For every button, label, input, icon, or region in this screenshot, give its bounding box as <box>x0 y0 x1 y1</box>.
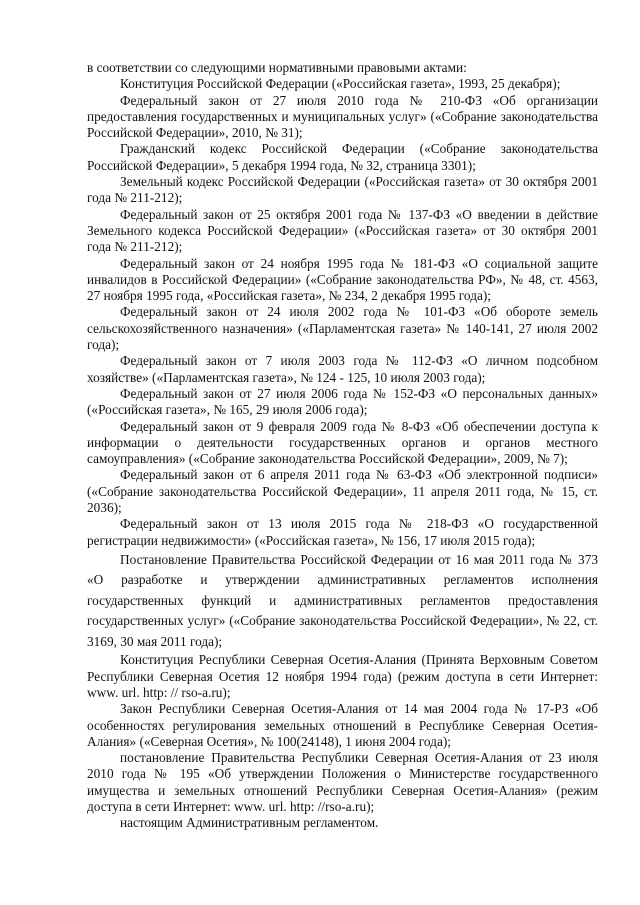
act-civil-code: Гражданский кодекс Российской Федерации («Собрание законодательства Российской Федерации», 5 декабря 1994 года, № 32, страница 3301); <box>87 141 598 173</box>
act-fz-137: Федеральный закон от 25 октября 2001 года № 137-ФЗ «О введении в действие Земельного кодекса Российской Федерации» («Российская газета» от 30 октября 2001 года № 211-212); <box>87 206 598 255</box>
act-resolution-195: постановление Правительства Республики Северная Осетия-Алания от 23 июля 2010 года № 195 «Об утверждении Положения о Министерстве государственного имущества и земельных отношений Республики Северная Осетия-Алания» (режим доступа в сети Интернет: www. url. http: //rso-a.ru); <box>87 750 598 815</box>
act-fz-101: Федеральный закон от 24 июля 2002 года № 101-ФЗ «Об обороте земель сельскохозяйственного назначения» («Парламентская газета» № 140-141, 27 июля 2002 года); <box>87 304 598 353</box>
act-constitution-rf: Конституция Российской Федерации («Российская газета», 1993, 25 декабря); <box>120 76 561 92</box>
act-fz-63: Федеральный закон от 6 апреля 2011 года № 63-ФЗ «Об электронной подписи» («Собрание законодательства Российской Федерации», 11 апреля 2011 года, № 15, ст. 2036); <box>87 467 598 516</box>
intro-line: в соответствии со следующими нормативными правовыми актами: <box>87 60 467 75</box>
act-this-regulation: настоящим Административным регламентом. <box>120 815 379 831</box>
act-resolution-373: Постановление Правительства Российской Федерации от 16 мая 2011 года № 373 «О разработке и утверждении административных регламентов исполнения государственных функций и административных регламентов предоставления государственных услуг» («Собрание законодательства Российской Федерации», № 22, ст. 3169, 30 мая 2011 года); <box>87 551 598 649</box>
act-fz-210: Федеральный закон от 27 июля 2010 года № 210-ФЗ «Об организации предоставления государственных и муниципальных услуг» («Собрание законодательства Российской Федерации», 2010, № 31); <box>87 92 598 141</box>
act-fz-181: Федеральный закон от 24 ноября 1995 года № 181-ФЗ «О социальной защите инвалидов в Российской Федерации» («Собрание законодательства РФ», № 48, ст. 4563, 27 ноября 1995 года, «Российская газета», № 234, 2 декабря 1995 года); <box>87 255 598 304</box>
document-page <box>87 60 598 832</box>
act-fz-218: Федеральный закон от 13 июля 2015 года № 218-ФЗ «О государственной регистрации недвижимости» («Российская газета», № 156, 17 июля 2015 года); <box>87 516 598 548</box>
act-fz-8: Федеральный закон от 9 февраля 2009 года № 8-ФЗ «Об обеспечении доступа к информации о деятельности государственных органов и органов местного самоуправления» («Собрание законодательства Российской Федерации», 2009, № 7); <box>87 418 598 467</box>
act-law-17-rz: Закон Республики Северная Осетия-Алания от 14 мая 2004 года № 17-РЗ «Об особенностях регулирования земельных отношений в Республике Северная Осетия-Алания» («Северная Осетия», № 100(24148), 1 июня 2004 года); <box>87 701 598 749</box>
act-constitution-rso: Конституция Республики Северная Осетия-Алания (Принята Верховным Советом Республики Северная Осетия 12 ноября 1994 года) (режим доступа в сети Интернет: www. url. http: // rso-a.ru); <box>87 652 598 700</box>
act-fz-152: Федеральный закон от 27 июля 2006 года № 152-ФЗ «О персональных данных» («Российская газета», № 165, 29 июля 2006 года); <box>87 385 598 418</box>
act-fz-112: Федеральный закон от 7 июля 2003 года № 112-ФЗ «О личном подсобном хозяйстве» («Парламентская газета», № 124 - 125, 10 июля 2003 года); <box>87 353 598 385</box>
act-land-code: Земельный кодекс Российской Федерации («Российская газета» от 30 октября 2001 года № 211-212); <box>87 174 598 206</box>
